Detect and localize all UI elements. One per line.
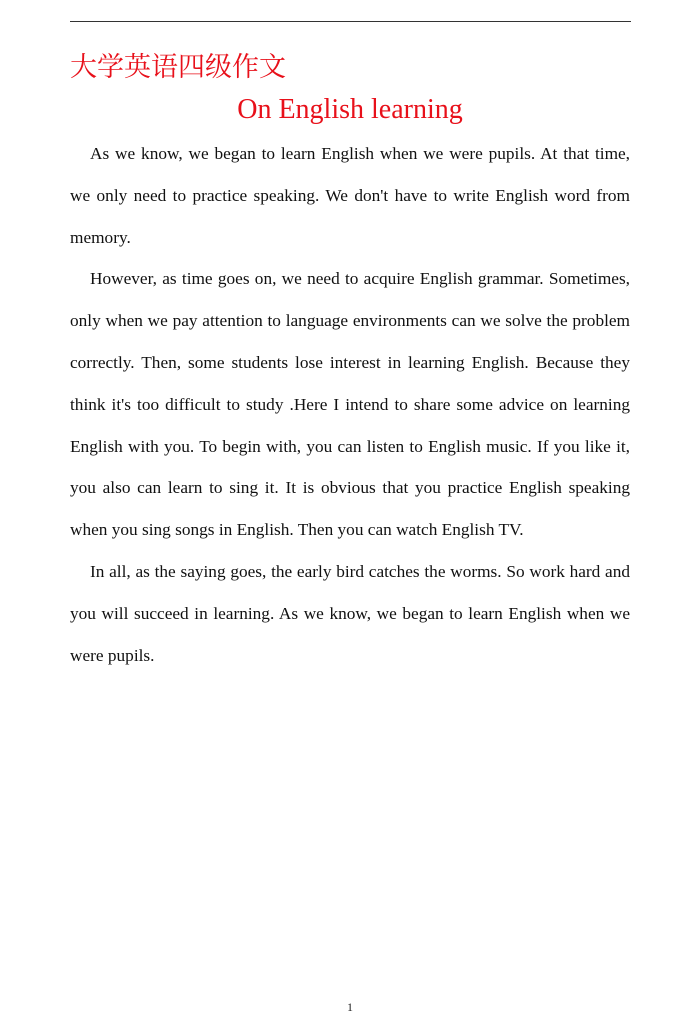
- document-heading-chinese: 大学英语四级作文: [70, 52, 286, 83]
- header-rule: [70, 21, 631, 22]
- paragraph-1: As we know, we began to learn English when we were pupils. At that time, we only need to practice speaking. We don't have to write English word from memory.: [70, 144, 630, 247]
- page-number: 1: [347, 1000, 353, 1014]
- essay-body: [70, 133, 630, 676]
- paragraph-3: In all, as the saying goes, the early bird catches the worms. So work hard and you will succeed in learning. As we know, we began to learn English when we were pupils.: [70, 561, 630, 665]
- essay-title: On English learning: [237, 94, 463, 125]
- paragraph-2: However, as time goes on, we need to acquire English grammar. Sometimes, only when we pay attention to language environments can we solve the problem correctly. Then, some students lose interest in learning English. Because they think it's too difficult to study .Here I intend to share some advice on learning English with you. To begin with, you can listen to English music. If you like it, you also can learn to sing it. It is obvious that you practice English speaking when you sing songs in English. Then you can watch English TV.: [70, 269, 630, 540]
